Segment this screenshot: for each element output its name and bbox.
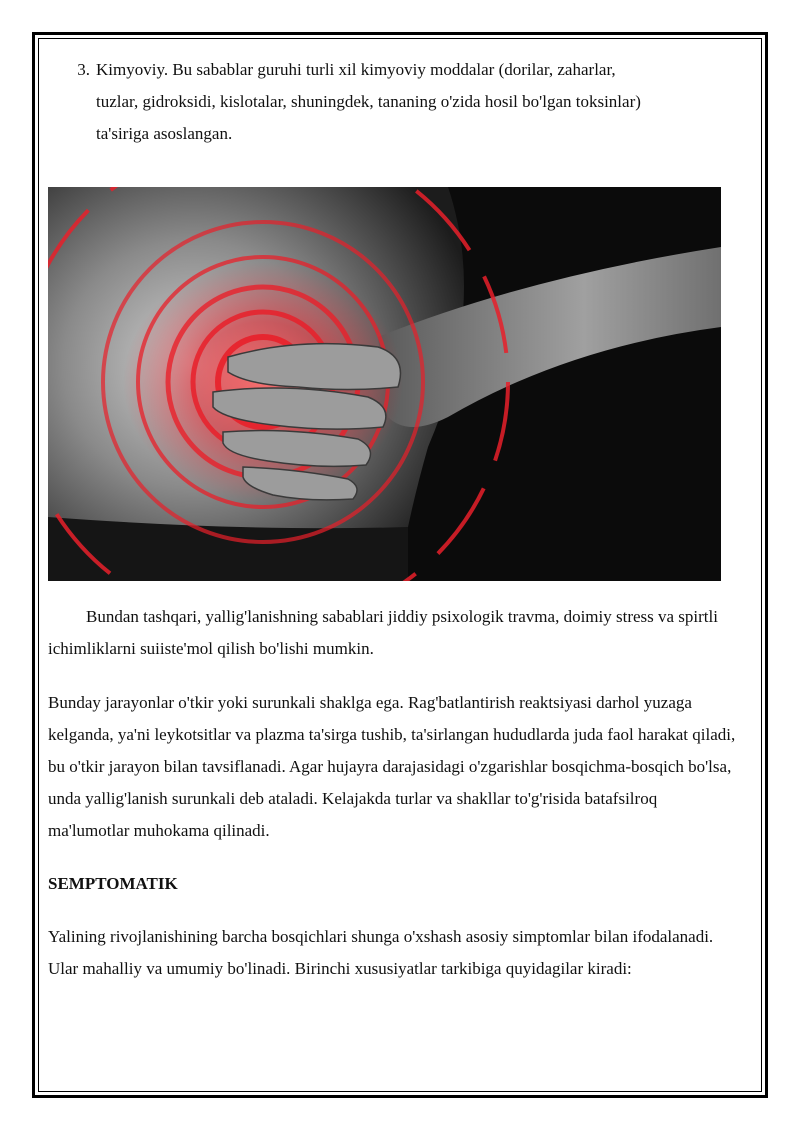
section-heading: SEMPTOMATIK — [48, 874, 178, 893]
numbered-list-item — [48, 54, 718, 150]
paragraph-causes: Bundan tashqari, yallig'lanishning sabablari jiddiy psixologik travma, doimiy stress va spirtli ichimliklarni suiiste'mol qilish bo'lishi mumkin. — [48, 607, 718, 658]
back-pain-photo — [48, 187, 721, 581]
paragraph-symptoms: Yalining rivojlanishining barcha bosqichlari shunga o'xshash asosiy simptomlar bilan ifodalanadi. Ular mahalliy va umumiy bo'linadi. Birinchi xususiyatlar tarkibiga quyidagilar kiradi: — [48, 927, 714, 978]
back-pain-illustration — [48, 187, 721, 581]
list-number: 3. — [77, 60, 90, 79]
list-line-3: ta'siriga asoslangan. — [96, 124, 233, 143]
list-line-2: tuzlar, gidroksidi, kislotalar, shuningdek, tananing o'zida hosil bo'lgan toksinlar) — [96, 92, 641, 111]
list-line-1: Kimyoviy. Bu sabablar guruhi turli xil kimyoviy moddalar (dorilar, zaharlar, — [96, 60, 616, 79]
paragraph-forms: Bunday jarayonlar o'tkir yoki surunkali shaklga ega. Rag'batlantirish reaktsiyasi darhol yuzaga kelganda, ya'ni leykotsitlar va plazma ta'sirga tushib, ta'sirlangan hududlarda juda faol harakat qiladi, bu o'tkir jarayon bilan tavsiflanadi. Agar hujayra darajasidagi o'zgarishlar bosqichma-bosqich bo'lsa, unda yallig'lanish surunkali deb ataladi. Kelajakda turlar va shakllar to'g'risida batafsilroq ma'lumotlar muhokama qilinadi. — [48, 693, 736, 840]
list-item-text — [96, 54, 718, 150]
